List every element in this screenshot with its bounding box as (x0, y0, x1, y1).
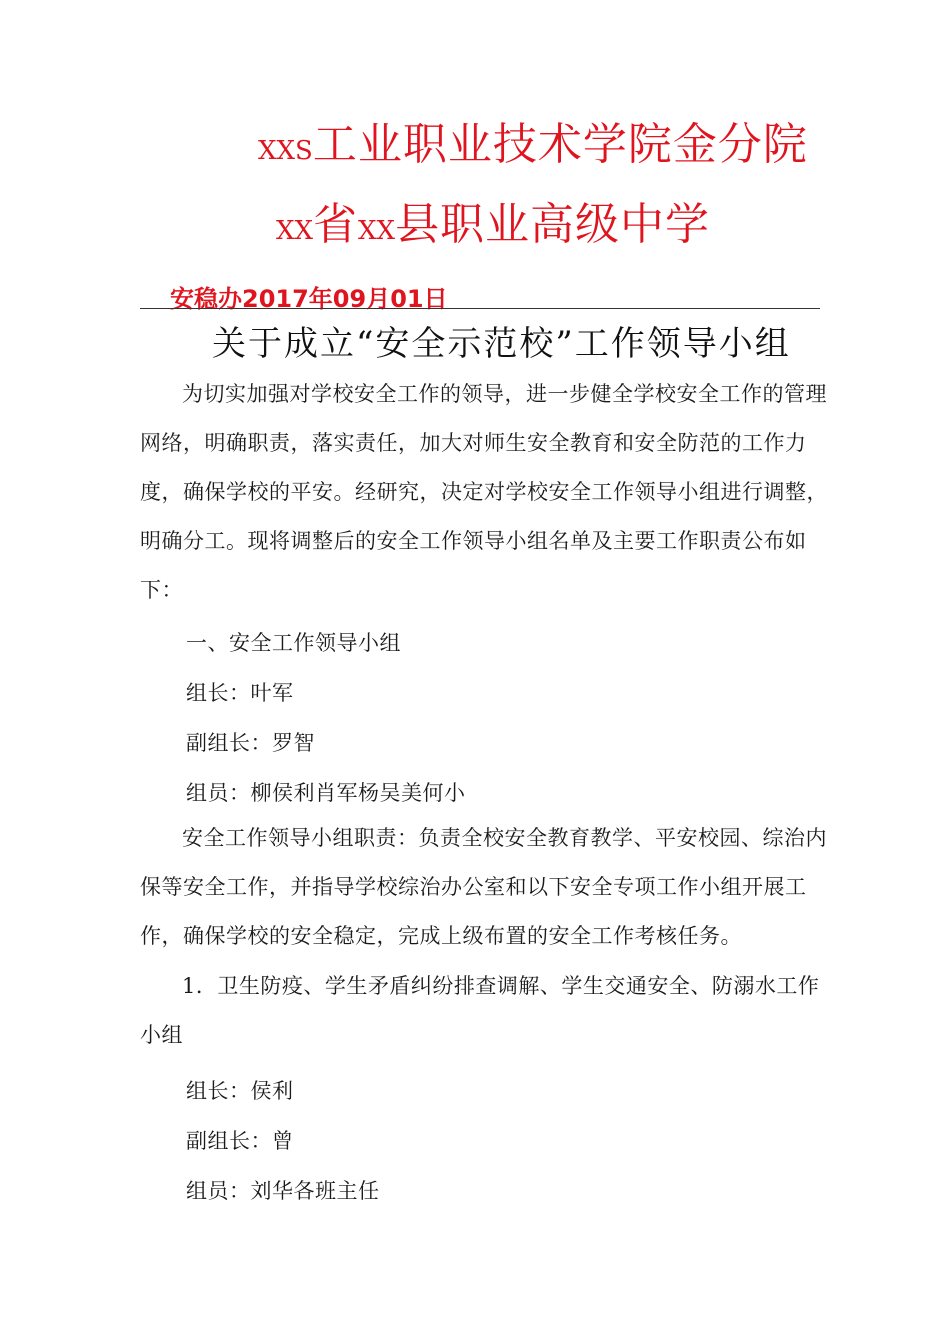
institution-2-part3: XX (358, 216, 396, 246)
institution-1-prefix: XXS (258, 136, 313, 166)
section-1-leader: 组长：叶军 (186, 681, 294, 705)
header-divider (140, 308, 820, 309)
intro-paragraph: 为切实加强对学校安全工作的领导，进一步健全学校安全工作的管理网络，明确职责，落实责任，加大对师生安全教育和安全防范的工作力度，确保学校的平安。经研究，决定对学校安全工作领导小组进行调整，明确分工。现将调整后的安全工作领导小组名单及主要工作职责公布如下： (140, 382, 828, 602)
subsection-1-leader: 组长：侯利 (186, 1079, 294, 1103)
section-1-members: 组员：柳侯利肖军杨吴美何小 (186, 781, 466, 805)
institution-1-name: 工业职业技术学院金分院 (312, 119, 808, 170)
document-number: 安稳办2017年09月01日 (170, 285, 448, 313)
institution-2-part4: 县职业高级中学 (395, 199, 711, 250)
section-1-deputy: 副组长：罗智 (186, 731, 315, 755)
institution-2-part2: 省 (313, 199, 359, 250)
institution-name-2 (276, 188, 710, 252)
section-1-heading: 一、安全工作领导小组 (186, 631, 401, 655)
section-1-duties: 安全工作领导小组职责：负责全校安全教育教学、平安校园、综治内保等安全工作，并指导学校综治办公室和以下安全专项工作小组开展工作，确保学校的安全稳定，完成上级布置的安全工作考核任务。 (140, 826, 827, 948)
subsection-1-members: 组员：刘华各班主任 (186, 1179, 380, 1203)
institution-2-part1: XX (276, 216, 314, 246)
institution-name-1 (258, 108, 808, 172)
document-title: 关于成立“安全示范校”工作领导小组 (212, 324, 791, 364)
subsection-1-heading: 1．卫生防疫、学生矛盾纠纷排查调解、学生交通安全、防溺水工作小组 (140, 974, 820, 1047)
subsection-1-deputy: 副组长：曾 (186, 1129, 294, 1153)
